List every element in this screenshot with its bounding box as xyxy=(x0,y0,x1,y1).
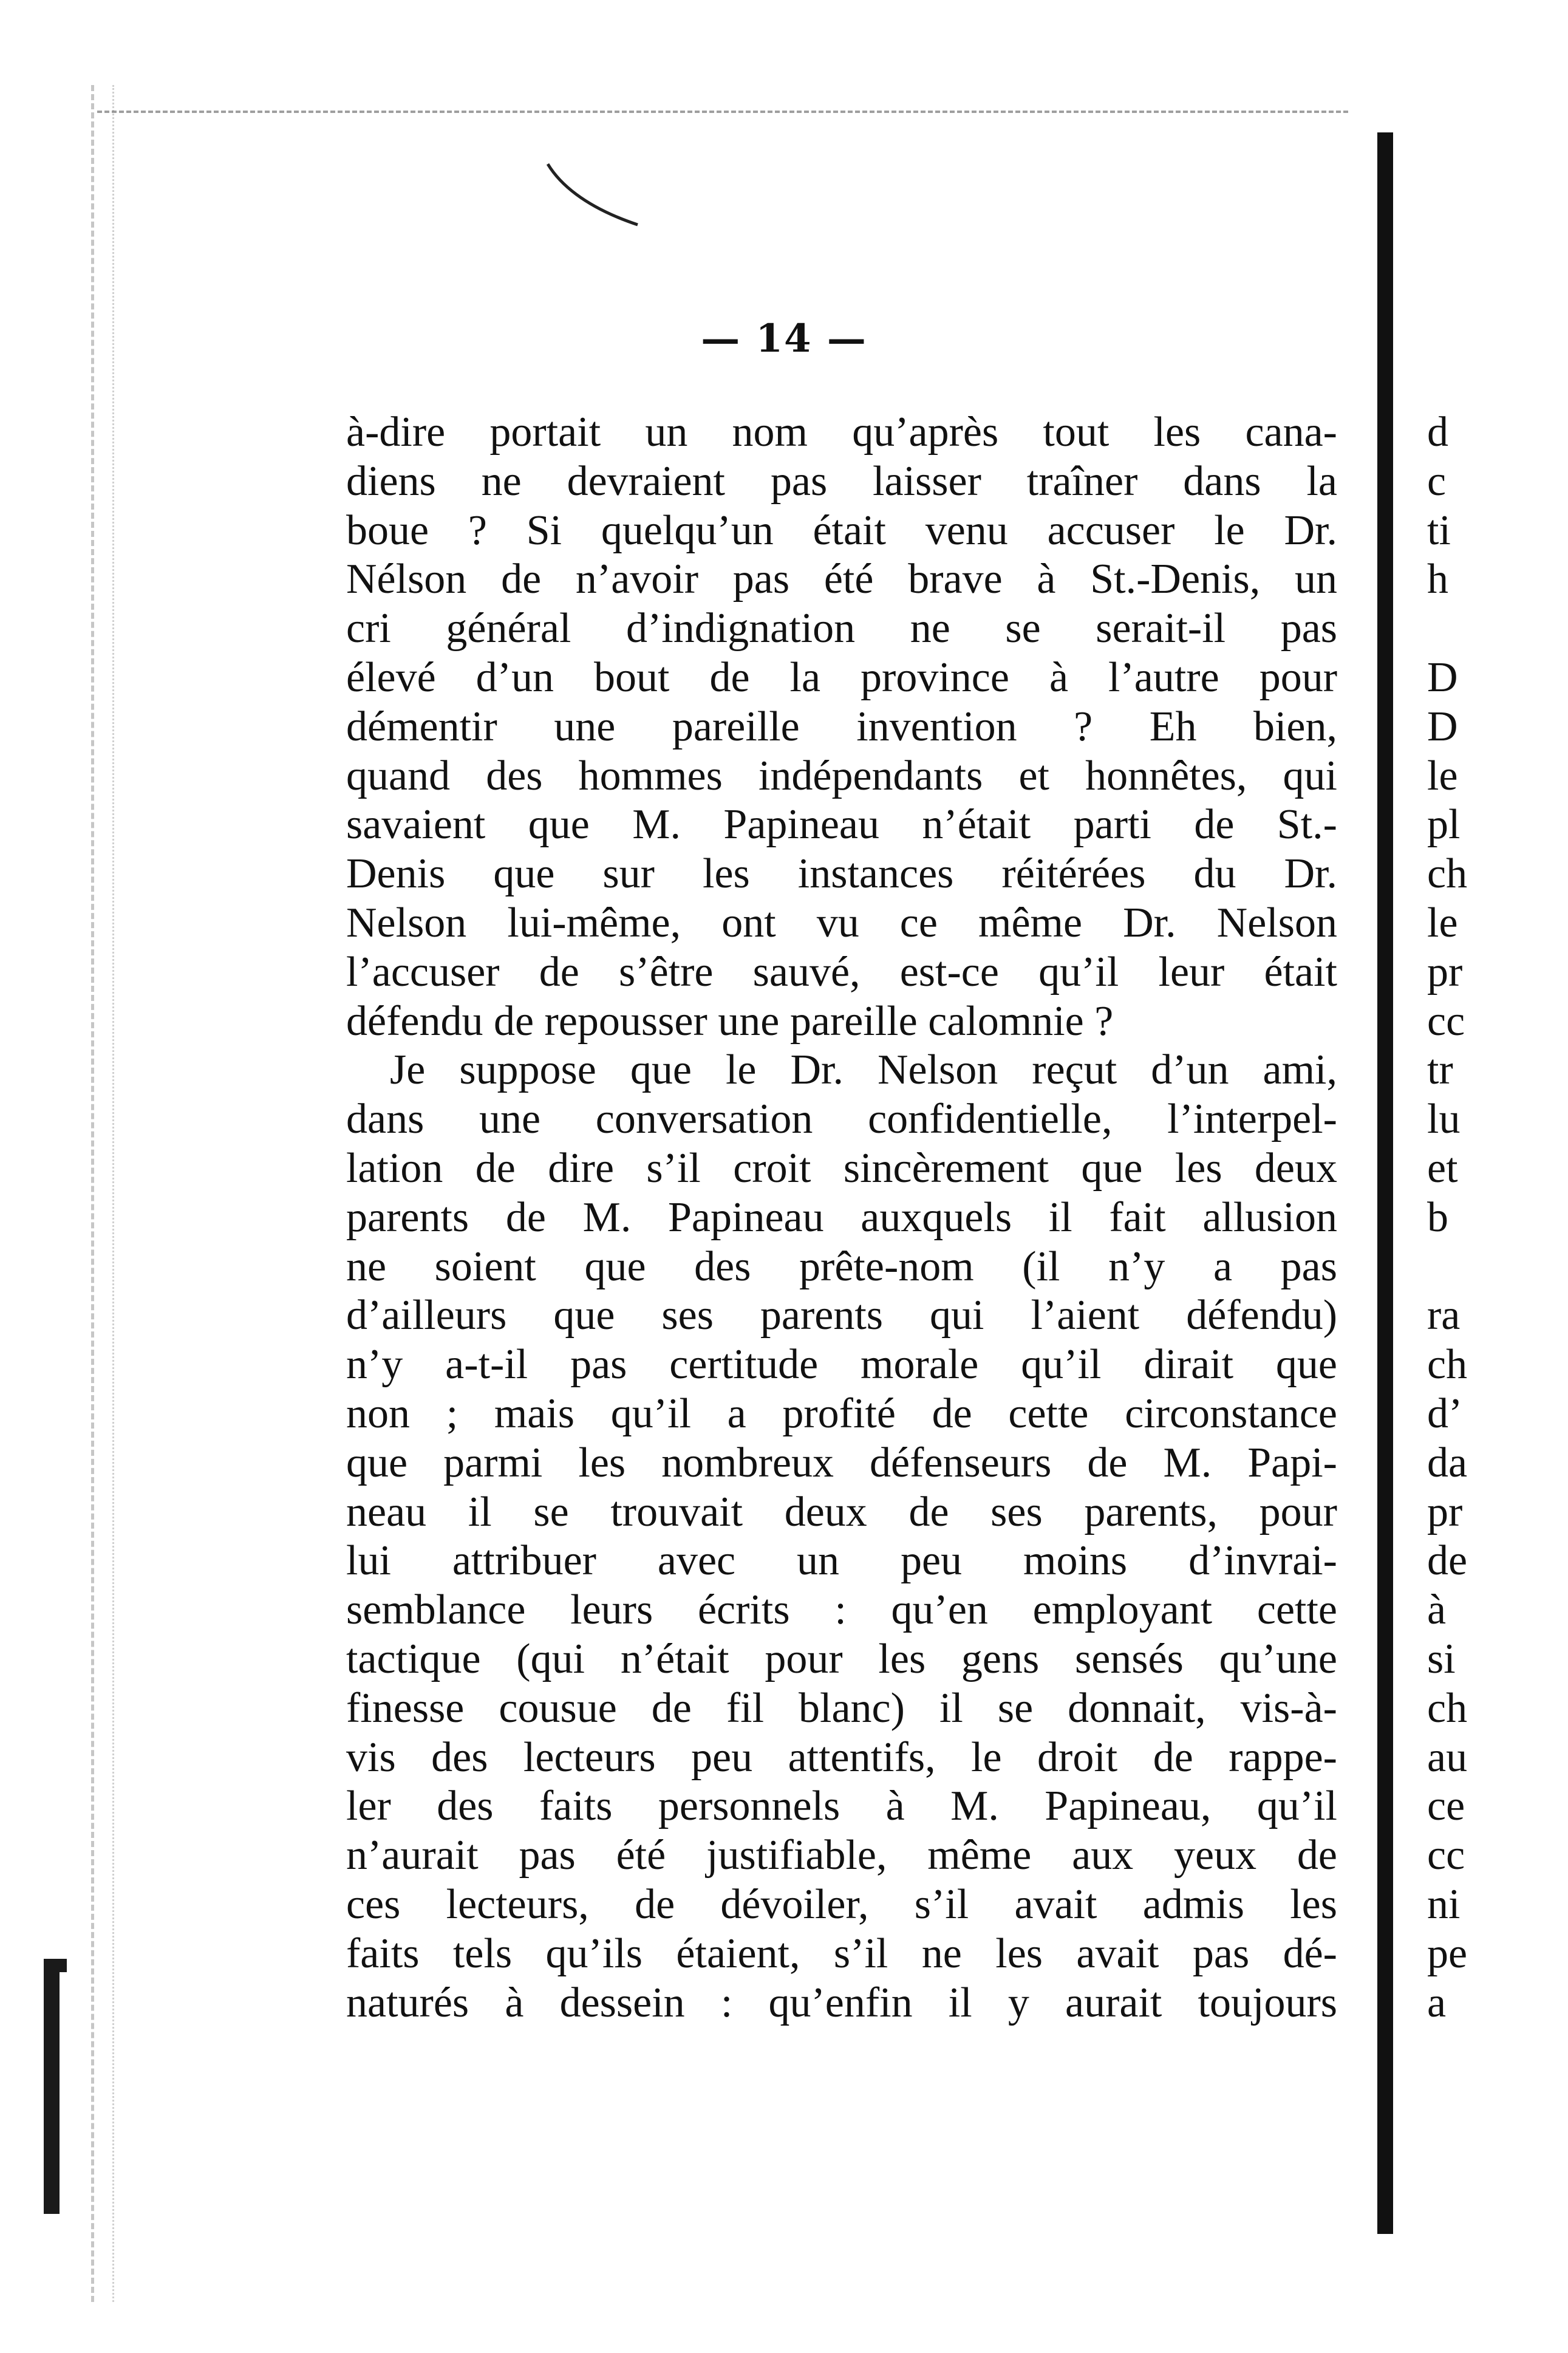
fragment-line: et xyxy=(1427,1144,1458,1192)
top-edge-rule xyxy=(97,111,1348,113)
text-line: non ; mais qu’il a profité de cette circonstance xyxy=(346,1390,1337,1437)
text-line: Je suppose que le Dr. Nelson reçut d’un ami, xyxy=(390,1047,1337,1094)
text-line: que parmi les nombreux défenseurs de M. Papi- xyxy=(346,1439,1337,1486)
fragment-line: ra xyxy=(1427,1292,1461,1339)
text-line: élevé d’un bout de la province à l’autre pour xyxy=(346,654,1337,701)
fragment-line: tr xyxy=(1427,1047,1453,1094)
fragment-line: à xyxy=(1427,1586,1447,1634)
text-line: boue ? Si quelqu’un était venu accuser le Dr. xyxy=(346,507,1337,554)
text-line: démentir une pareille invention ? Eh bien, xyxy=(346,703,1337,750)
text-line: d’ailleurs que ses parents qui l’aient défendu) xyxy=(346,1292,1337,1339)
text-line: ces lecteurs, de dévoiler, s’il avait admis les xyxy=(346,1880,1337,1928)
text-line: quand des hommes indépendants et honnêtes, qui xyxy=(346,752,1337,799)
fragment-line: au xyxy=(1427,1733,1468,1781)
text-line: semblance leurs écrits : qu’en employant cette xyxy=(346,1586,1337,1634)
fragment-line: D xyxy=(1427,654,1458,701)
fragment-line: ch xyxy=(1427,1684,1468,1732)
fragment-line: pr xyxy=(1427,1488,1463,1535)
fragment-line: d xyxy=(1427,409,1448,456)
text-line: Nélson de n’avoir pas été brave à St.-Denis, un xyxy=(346,556,1337,603)
fragment-line: b xyxy=(1427,1194,1448,1241)
fragment-line: ce xyxy=(1427,1783,1465,1830)
fragment-line: da xyxy=(1427,1439,1468,1486)
text-line: vis des lecteurs peu attentifs, le droit de rappe- xyxy=(346,1733,1337,1781)
fragment-line: ch xyxy=(1427,1341,1468,1388)
text-line: faits tels qu’ils étaient, s’il ne les avait pas dé- xyxy=(346,1930,1337,1977)
fragment-line: ch xyxy=(1427,850,1468,898)
fragment-line: cc xyxy=(1427,997,1465,1045)
text-line: l’accuser de s’être sauvé, est-ce qu’il leur était xyxy=(346,948,1337,995)
facing-page-fragments xyxy=(1427,408,1518,2027)
fragment-line xyxy=(1427,604,1518,654)
fragment-line: D xyxy=(1427,703,1458,750)
fragment-line: c xyxy=(1427,457,1447,505)
text-line: parents de M. Papineau auxquels il fait allusion xyxy=(346,1194,1337,1241)
fragment-line: pl xyxy=(1427,801,1461,849)
text-line: tactique (qui n’était pour les gens sensés qu’une xyxy=(346,1635,1337,1682)
text-line: neau il se trouvait deux de ses parents, pour xyxy=(346,1488,1337,1535)
text-line: lation de dire s’il croit sincèrement que les deux xyxy=(346,1144,1337,1192)
fragment-line: ti xyxy=(1427,507,1451,554)
fragment-line: pr xyxy=(1427,948,1463,995)
text-line: à-dire portait un nom qu’après tout les cana- xyxy=(346,409,1337,456)
text-line: dans une conversation confidentielle, l’interpel- xyxy=(346,1096,1337,1143)
text-line: cri général d’indignation ne se serait-il pas xyxy=(346,605,1337,652)
fragment-line: ni xyxy=(1427,1880,1461,1928)
fragment-line: de xyxy=(1427,1537,1468,1585)
page-number: — 14 — xyxy=(701,316,867,361)
pencil-mark-icon xyxy=(547,158,656,231)
text-line: naturés à dessein : qu’enfin il y aurait toujours xyxy=(346,1979,1337,2026)
text-line: n’y a-t-il pas certitude morale qu’il dirait que xyxy=(346,1341,1337,1388)
fragment-line: le xyxy=(1427,899,1458,946)
text-line: ne soient que des prête-nom (il n’y a pas xyxy=(346,1243,1337,1290)
main-text-block xyxy=(346,408,1337,2027)
text-line: défendu de repousser une pareille calomnie ? xyxy=(346,997,1114,1045)
text-line: savaient que M. Papineau n’était parti de St.- xyxy=(346,801,1337,849)
fragment-line: le xyxy=(1427,752,1458,799)
binding-spine-bar xyxy=(1377,132,1393,2234)
text-line: diens ne devraient pas laisser traîner dans la xyxy=(346,457,1337,505)
fragment-line: cc xyxy=(1427,1832,1465,1879)
text-line: ler des faits personnels à M. Papineau, qu’il xyxy=(346,1783,1337,1830)
text-line: finesse cousue de fil blanc) il se donnait, vis-à- xyxy=(346,1684,1337,1732)
text-line: n’aurait pas été justifiable, même aux yeux de xyxy=(346,1832,1337,1879)
left-gutter-shadow xyxy=(91,85,167,2302)
fragment-line xyxy=(1427,1243,1518,1292)
text-line: lui attribuer avec un peu moins d’invrai- xyxy=(346,1537,1337,1585)
fragment-line: d’ xyxy=(1427,1390,1463,1437)
fragment-line: h xyxy=(1427,556,1448,603)
fragment-line: lu xyxy=(1427,1096,1461,1143)
text-line: Denis que sur les instances réitérées du Dr. xyxy=(346,850,1337,898)
fragment-line: a xyxy=(1427,1979,1447,2026)
left-margin-bracket xyxy=(44,1959,67,2214)
text-line: Nelson lui-même, ont vu ce même Dr. Nelson xyxy=(346,899,1337,946)
fragment-line: si xyxy=(1427,1635,1456,1682)
fragment-line: pe xyxy=(1427,1930,1468,1977)
